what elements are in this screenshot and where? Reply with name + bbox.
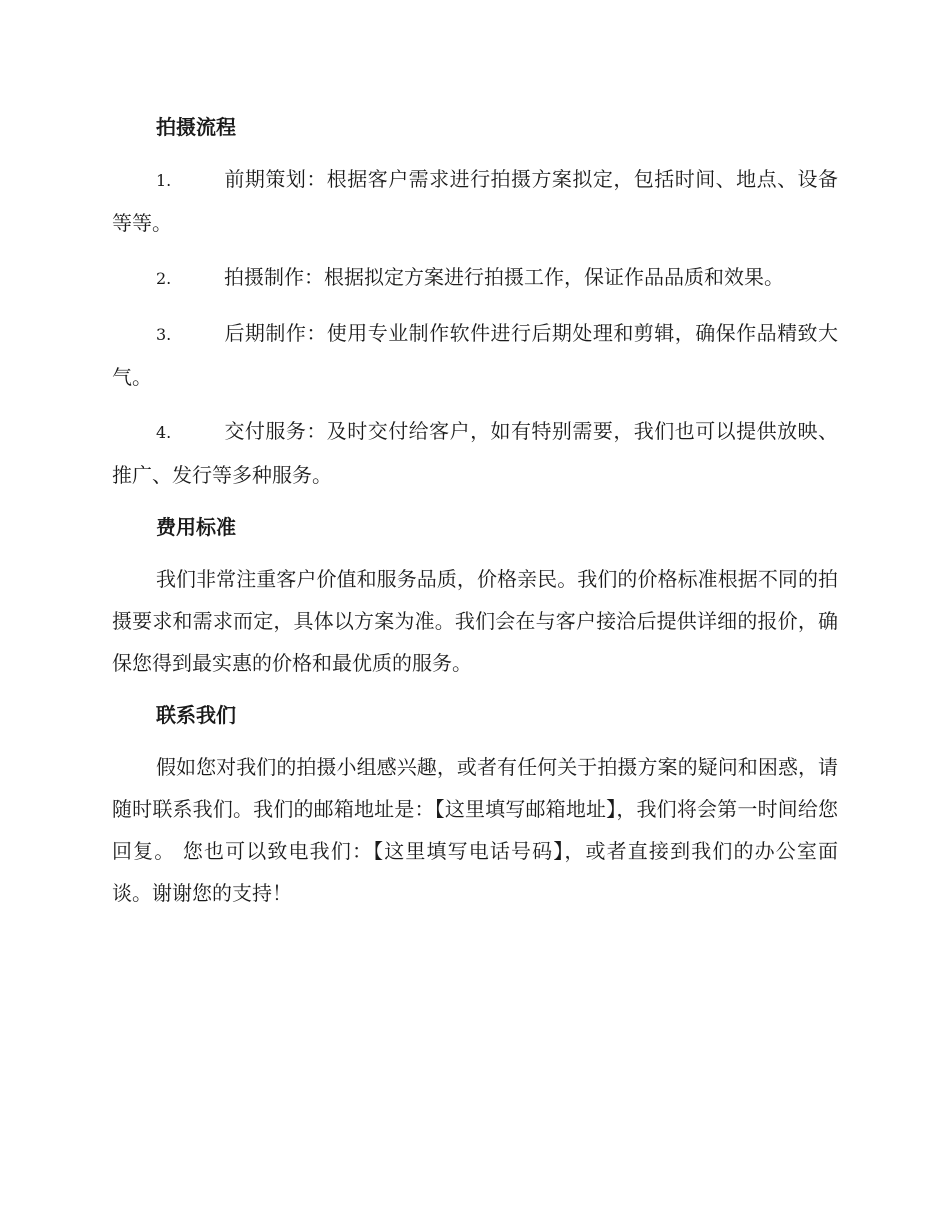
list-item-text: 前期策划：根据客户需求进行拍摄方案拟定，包括时间、地点、设备等等。 [112, 167, 838, 235]
list-item-number: 2. [156, 269, 172, 288]
document-page [112, 108, 838, 926]
contact-paragraph: 假如您对我们的拍摄小组感兴趣，或者有任何关于拍摄方案的疑问和困惑，请随时联系我们。我们的邮箱地址是：【这里填写邮箱地址】，我们将会第一时间给您回复。 您也可以致电我们：【这里填写电话号码】，或者直接到我们的办公室面谈。谢谢您的支持！ [112, 755, 838, 905]
list-item-number: 1. [156, 171, 172, 190]
list-item-number: 3. [156, 325, 172, 344]
section-heading-process: 拍摄流程 [156, 115, 236, 139]
list-item-text: 后期制作：使用专业制作软件进行后期处理和剪辑，确保作品精致大气。 [112, 321, 838, 389]
pricing-paragraph: 我们非常注重客户价值和服务品质，价格亲民。我们的价格标准根据不同的拍摄要求和需求而定，具体以方案为准。我们会在与客户接洽后提供详细的报价，确保您得到最实惠的价格和最优质的服务。 [112, 567, 838, 675]
list-item [112, 410, 838, 496]
list-item-text: 拍摄制作：根据拟定方案进行拍摄工作，保证作品品质和效果。 [224, 265, 784, 289]
list-item-text: 交付服务：及时交付给客户，如有特别需要，我们也可以提供放映、推广、发行等多种服务。 [112, 419, 838, 487]
list-item [112, 256, 838, 300]
list-item [112, 158, 838, 244]
list-item-number: 4. [156, 423, 172, 442]
section-heading-contact: 联系我们 [156, 703, 236, 727]
list-item [112, 312, 838, 398]
section-heading-pricing: 费用标准 [156, 515, 236, 539]
